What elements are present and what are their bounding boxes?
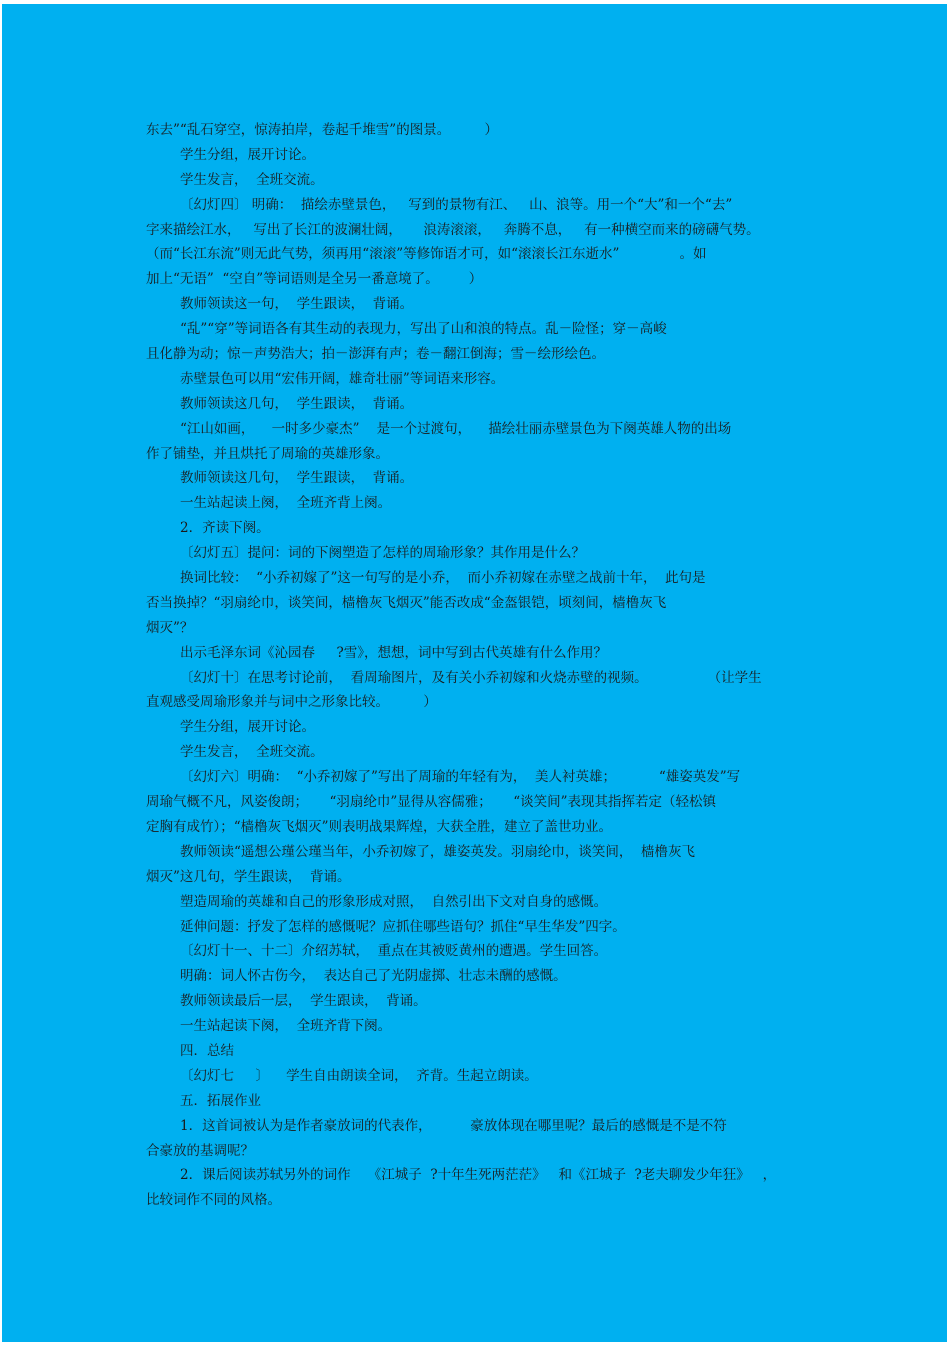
- text-line: 〔幻灯十〕在思考讨论前， 看周瑜图片，及有关小乔初嫁和火烧赤壁的视频。 （让学生: [180, 669, 762, 686]
- text-line: 教师领读这一句， 学生跟读， 背诵。: [180, 296, 414, 313]
- text-line: 〔幻灯四〕 明确： 描绘赤壁景色， 写到的景物有江、 山、浪等。用一个“大”和一个“去”: [180, 196, 733, 213]
- document-page: [2, 4, 947, 1342]
- text-line: 塑造周瑜的英雄和自己的形象形成对照， 自然引出下文对自身的感慨。: [180, 893, 608, 910]
- text-line: “乱”“穿”等词语各有其生动的表现力，写出了山和浪的特点。乱－险怪；穿－高峻: [180, 321, 667, 338]
- text-line: 明确：词人怀古伤今， 表达自己了光阴虚掷、壮志未酬的感慨。: [180, 968, 567, 985]
- text-line: 1．这首词被认为是作者豪放词的代表作， 豪放体现在哪里呢？最后的感慨是不是不符: [180, 1117, 727, 1134]
- text-line: 加上“无语” “空自”等词语则是全另一番意境了。 ）: [146, 271, 483, 288]
- text-line: 否当换掉？“羽扇纶巾，谈笑间，樯橹灰飞烟灭”能否改成“金盔银铠，顷刻间，樯橹灰飞: [146, 594, 667, 611]
- text-line: 五．拓展作业: [180, 1092, 261, 1109]
- text-line: 一生站起读上阕， 全班齐背上阕。: [180, 495, 392, 512]
- text-line: 学生分组，展开讨论。: [180, 719, 315, 736]
- text-line: 教师领读最后一层， 学生跟读， 背诵。: [180, 993, 427, 1010]
- text-line: 2．齐读下阕。: [180, 520, 270, 537]
- text-line: 东去”“乱石穿空，惊涛拍岸，卷起千堆雪”的图景。 ）: [146, 122, 499, 138]
- text-line: 教师领读“遥想公瑾公瑾当年，小乔初嫁了，雄姿英发。羽扇纶巾，谈笑间， 樯橹灰飞: [180, 843, 695, 860]
- text-line: （而“长江东流”则无此气势，须再用“滚滚”等修饰语才可，如“滚滚长江东逝水” 。如: [146, 246, 707, 263]
- text-line: 且化静为动；惊－声势浩大；拍－澎湃有声；卷－翻江倒海；雪－绘形绘色。: [146, 346, 605, 363]
- text-line: 烟灭”？: [146, 619, 194, 636]
- text-line: 字来描绘江水， 写出了长江的波澜壮阔， 浪涛滚滚， 奔腾不息， 有一种横空而来的磅礴气势。: [146, 221, 760, 238]
- text-line: 直观感受周瑜形象并与词中之形象比较。 ）: [146, 694, 437, 711]
- text-line: 〔幻灯七 〕 学生自由朗读全词， 齐背。生起立朗读。: [180, 1067, 538, 1084]
- text-line: 学生发言， 全班交流。: [180, 744, 324, 761]
- text-line: “江山如画， 一时多少豪杰” 是一个过渡句， 描绘壮丽赤壁景色为下阕英雄人物的出场: [180, 420, 732, 437]
- text-line: 教师领读这几句， 学生跟读， 背诵。: [180, 470, 414, 487]
- text-line: 学生分组，展开讨论。: [180, 146, 315, 163]
- text-line: 〔幻灯十一、十二〕介绍苏轼， 重点在其被贬黄州的遭遇。学生回答。: [180, 943, 608, 960]
- document-body: [146, 118, 811, 1213]
- text-line: 烟灭”这几句，学生跟读， 背诵。: [146, 868, 351, 885]
- text-line: 周瑜气概不凡，风姿俊朗； “羽扇纶巾”显得从容儒雅； “谈笑间”表现其指挥若定（轻松镇: [146, 794, 717, 811]
- text-line: 延伸问题：抒发了怎样的感慨呢？应抓住哪些语句？抓住“早生华发”四字。: [180, 918, 626, 935]
- text-line: 换词比较： “小乔初嫁了”这一句写的是小乔， 而小乔初嫁在赤壁之战前十年， 此句是: [180, 570, 706, 587]
- text-line: 赤壁景色可以用“宏伟开阔，雄奇壮丽”等词语来形容。: [180, 370, 505, 387]
- text-line: 出示毛泽东词《沁园春 ?雪》，想想，词中写到古代英雄有什么作用？: [180, 644, 607, 661]
- text-line: 2．课后阅读苏轼另外的词作 《江城子 ?十年生死两茫茫》 和《江城子 ?老夫聊发少年狂》 ，: [180, 1167, 777, 1184]
- text-line: 定胸有成竹）；“樯橹灰飞烟灭”则表明战果辉煌，大获全胜，建立了盖世功业。: [146, 818, 613, 835]
- text-line: 比较词作不同的风格。: [146, 1192, 281, 1209]
- text-line: 〔幻灯六〕明确： “小乔初嫁了”写出了周瑜的年轻有为， 美人衬英雄； “雄姿英发”写: [180, 769, 741, 786]
- text-line: 合豪放的基调呢？: [146, 1142, 254, 1159]
- text-line: 四．总结: [180, 1042, 234, 1059]
- text-line: 教师领读这几句， 学生跟读， 背诵。: [180, 395, 414, 412]
- text-line: 〔幻灯五〕提问：词的下阕塑造了怎样的周瑜形象？其作用是什么？: [180, 545, 585, 562]
- text-line: 作了铺垫，并且烘托了周瑜的英雄形象。: [146, 445, 389, 462]
- text-line: 一生站起读下阕， 全班齐背下阕。: [180, 1018, 392, 1035]
- text-line: 学生发言， 全班交流。: [180, 171, 324, 188]
